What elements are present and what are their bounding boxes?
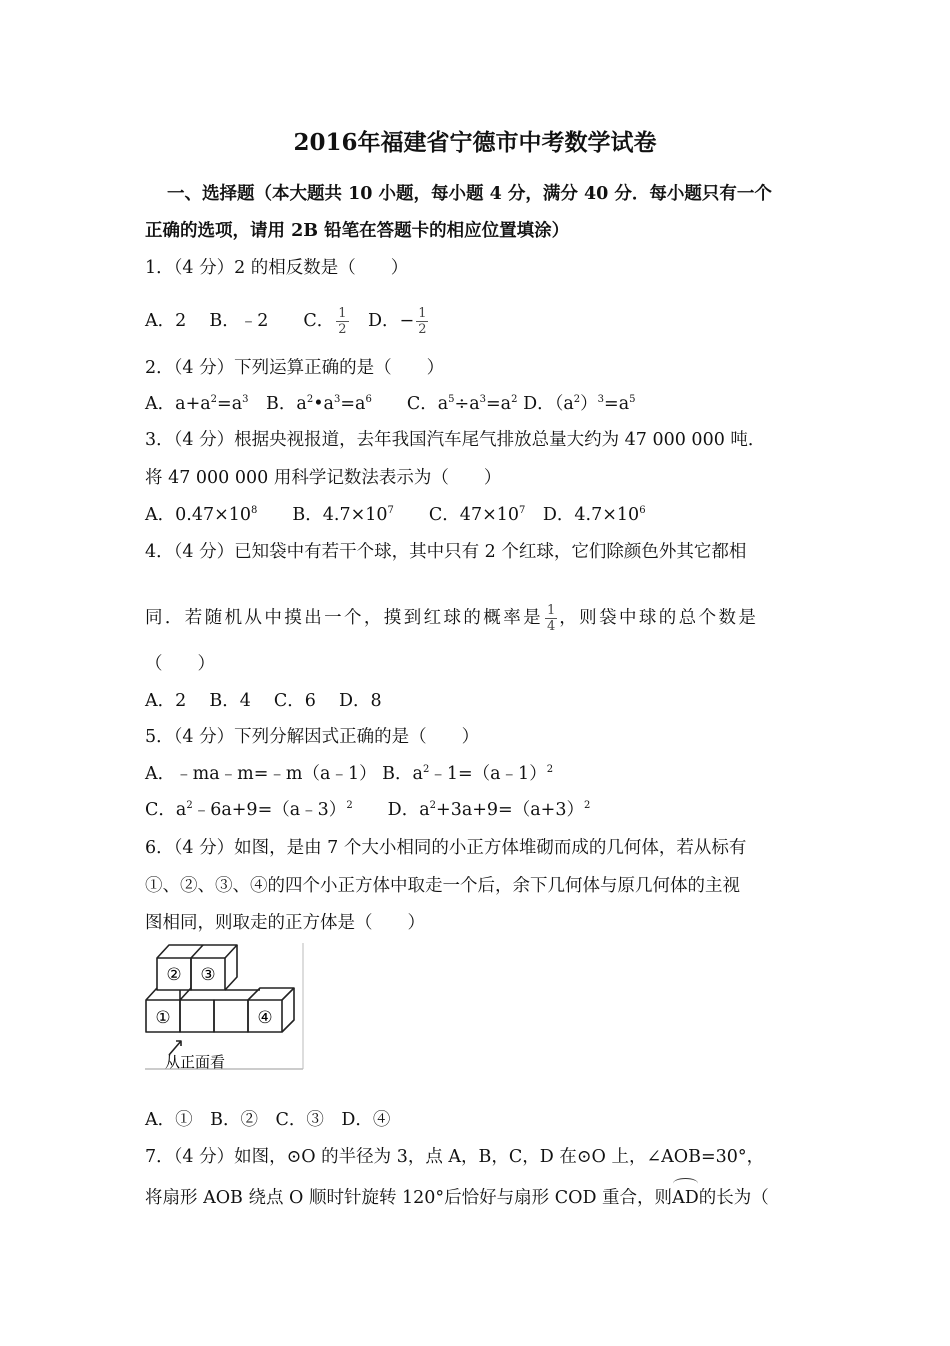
q1-options: A．2 B．﹣2 C． $\frac{1}{2}$ D．− $\frac{1}{2}$	[145, 306, 427, 337]
q4-stem-line3: （ ）	[145, 654, 215, 674]
q6-stem-line3: 图相同，则取走的正方体是（ ）	[145, 913, 425, 933]
section-heading-line2: 正确的选项，请用 2B 铅笔在答题卡的相应位置填涂）	[145, 221, 570, 241]
q7-stem-line1: 7．（4 分）如图，⊙O 的半径为 3，点 A，B，C，D 在⊙O 上，∠AOB=30°，	[145, 1147, 765, 1167]
q5-options-ab: A．﹣ma﹣m=﹣m（a﹣1） B．$a^2﹣1=(a﹣1)^2$	[145, 764, 554, 784]
q2-options: A．$a+a^2=a^3$ B．$a^2•a^3=a^6$ C．$a^5\div a^3=a^2$ D．$(a^2)^3=a^5$	[145, 394, 636, 414]
q4-fraction: $\frac{1}{4}$	[547, 603, 556, 634]
q2-stem: 2．（4 分）下列运算正确的是（ ）	[145, 358, 445, 378]
q3-stem-line1: 3．（4 分）根据央视报道，去年我国汽车尾气排放总量大约为 47 000 000 吨．	[145, 430, 766, 450]
q6-stem-line1: 6．（4 分）如图，是由 7 个大小相同的小正方体堆砌而成的几何体，若从标有	[145, 838, 747, 858]
section-heading-line1: 一、选择题（本大题共 10 小题，每小题 4 分，满分 40 分．每小题只有一个	[167, 184, 772, 204]
cube-label-2: ②	[166, 965, 182, 985]
q6-options: A．① B．② C．③ D．④	[145, 1110, 391, 1130]
page-title: 2016年福建省宁德市中考数学试卷	[293, 129, 657, 156]
q3-stem-line2: 将 47 000 000 用科学记数法表示为（ ）	[145, 468, 502, 488]
q6-stem-line2: ①、②、③、④的四个小正方体中取走一个后，余下几何体与原几何体的主视	[145, 876, 740, 896]
arc-ad: AD	[672, 1183, 699, 1210]
q3-options: A．$0.47\times 10^8$ B．$4.7\times 10^7$ C．$47\times 10^7$ D．$4.7\times 10^6$	[145, 505, 646, 525]
q1-fraction-d: $\frac{1}{2}$	[418, 306, 427, 337]
cube-label-1: ①	[155, 1008, 171, 1028]
cube-label-3: ③	[200, 965, 216, 985]
q7-stem-line2: 将扇形 AOB 绕点 O 顺时针旋转 120°后恰好与扇形 COD 重合，则AD的长为（	[145, 1183, 769, 1210]
figure-caption: 从正面看	[165, 1053, 226, 1071]
q5-stem: 5．（4 分）下列分解因式正确的是（ ）	[145, 727, 480, 747]
q4-options: A．2 B．4 C．6 D．8	[145, 691, 382, 711]
q1-fraction-c: $\frac{1}{2}$	[338, 306, 347, 337]
q5-options-cd: C．$a^2﹣6a+9=(a﹣3)^2$ D．$a^2+3a+9=(a+3)^2$	[145, 800, 591, 820]
q4-stem-line2: 同．若随机从中摸出一个，摸到红球的概率是 $\frac{1}{4}$ ，则袋中球的总个数是	[145, 603, 759, 634]
q1-stem: 1．（4 分）2 的相反数是（ ）	[145, 258, 409, 278]
q4-stem-line1: 4．（4 分）已知袋中有若干个球，其中只有 2 个红球，它们除颜色外其它都相	[145, 542, 747, 562]
cube-label-4: ④	[257, 1008, 273, 1028]
cube-stack-figure	[145, 943, 305, 1073]
